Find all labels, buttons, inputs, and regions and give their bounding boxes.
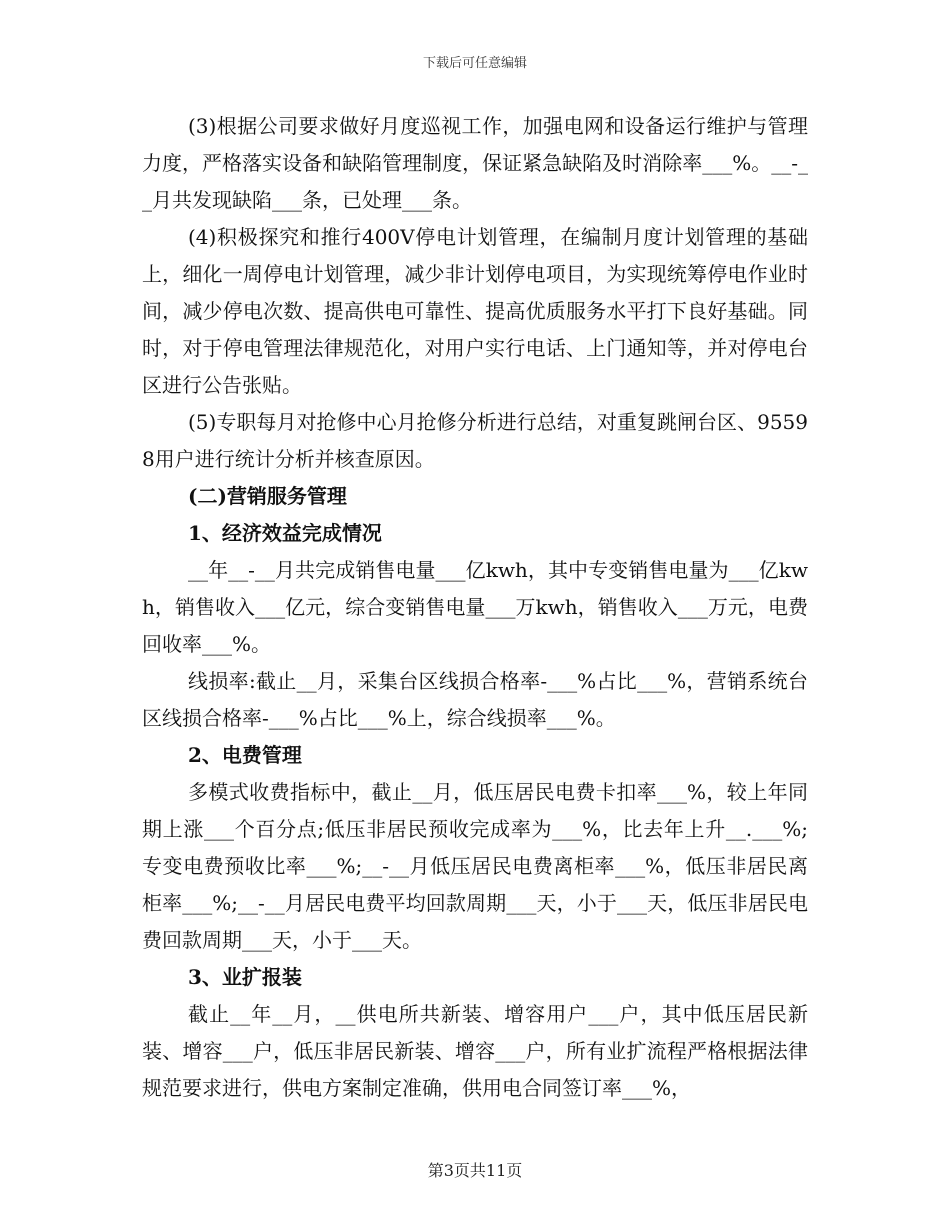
- document-body: [142, 108, 808, 1107]
- subheading-business-expansion: 3、业扩报装: [188, 965, 302, 989]
- paragraph-line-loss: 线损率:截止__月，采集台区线损合格率-___%占比___%，营销系统台区线损合格率-___%占比___%上，综合线损率___%。: [142, 669, 808, 730]
- section-heading-marketing: (二)营销服务管理: [188, 484, 347, 508]
- paragraph-expansion: 截止__年__月，__供电所共新装、增容用户___户，其中低压居民新装、增容___户，低压非居民新装、增容___户，所有业扩流程严格根据法律规范要求进行，供电方案制定准确，供用电合同签订率___%，: [142, 1002, 808, 1100]
- subheading-economic-benefit: 1、经济效益完成情况: [188, 521, 382, 545]
- subheading-fee-management: 2、电费管理: [188, 743, 302, 767]
- paragraph-fee: 多模式收费指标中，截止__月，低压居民电费卡扣率___%，较上年同期上涨___个百分点;低压非居民预收完成率为___%，比去年上升__.___%;专变电费预收比率___%;__-__月低压居民电费离柜率___%，低压非居民离柜率___%;__-__月居民电费平均回款周期___天，小于___天，低压非居民电费回款周期___天，小于___天。: [142, 780, 808, 952]
- paragraph-sales: __年__-__月共完成销售电量___亿kwh，其中专变销售电量为___亿kwh，销售收入___亿元，综合变销售电量___万kwh，销售收入___万元，电费回收率___%。: [142, 558, 808, 656]
- paragraph-4: (4)积极探究和推行400V停电计划管理，在编制月度计划管理的基础上，细化一周停电计划管理，减少非计划停电项目，为实现统筹停电作业时间，减少停电次数、提高供电可靠性、提高优质服务水平打下良好基础。同时，对于停电管理法律规范化，对用户实行电话、上门通知等，并对停电台区进行公告张贴。: [142, 225, 808, 397]
- paragraph-5: (5)专职每月对抢修中心月抢修分析进行总结，对重复跳闸台区、95598用户进行统计分析并核查原因。: [142, 410, 808, 471]
- page-number: 第3页共11页: [427, 1161, 523, 1180]
- header-note: 下载后可任意编辑: [422, 56, 527, 71]
- paragraph-3: (3)根据公司要求做好月度巡视工作，加强电网和设备运行维护与管理力度，严格落实设备和缺陷管理制度，保证紧急缺陷及时消除率___%。__-__月共发现缺陷___条，已处理___条。: [142, 114, 808, 212]
